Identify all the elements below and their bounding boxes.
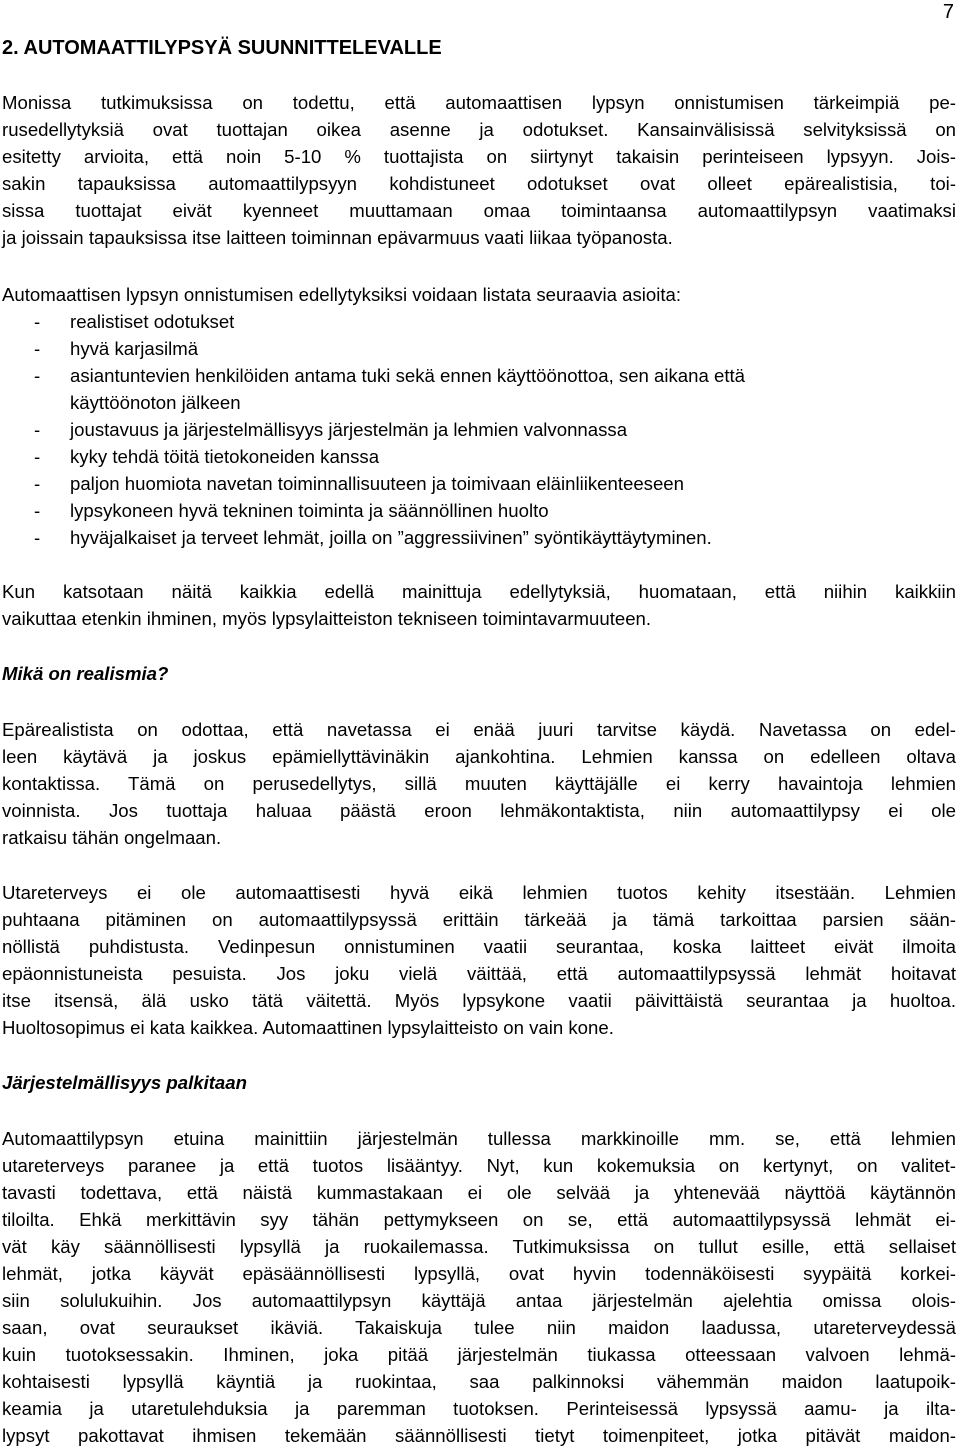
list-dash: - <box>34 419 41 440</box>
paragraph-line: keamia ja utaretulehduksia ja paremman tuotoksen. Perinteisessä lypsyssä aamu- ja ilta- <box>2 1398 956 1419</box>
paragraph-line: kuin tuotoksessakin. Ihminen, joka pitää järjestelmän tiukassa otteessaan valvoen lehmä- <box>2 1344 956 1365</box>
list-item: kyky tehdä töitä tietokoneiden kanssa <box>70 446 380 467</box>
paragraph-line: epäonnistuneista pesuista. Jos joku vielä väittää, että automaattilypsyssä lehmät hoitavat <box>2 963 956 984</box>
list-dash: - <box>34 473 41 494</box>
paragraph-line: esitetty arvioita, että noin 5-10 % tuottajista on siirtynyt takaisin perinteiseen lypsyyn. Jois- <box>2 146 956 167</box>
list-item: hyvä karjasilmä <box>70 338 199 359</box>
paragraph-line: vät käy säännöllisesti lypsyllä ja ruokailemassa. Tutkimuksissa on tullut esille, että sellaiset <box>2 1236 956 1257</box>
paragraph-line: voinnista. Jos tuottaja haluaa päästä eroon lehmäkontaktista, niin automaattilypsy ei ole <box>2 800 956 821</box>
subheading: Järjestelmällisyys palkitaan <box>2 1072 247 1093</box>
paragraph-line: sakin tapauksissa automaattilypsyyn kohdistuneet odotukset ovat olleet epärealistisia, toi- <box>2 173 956 194</box>
list-dash: - <box>34 338 41 359</box>
list-item: paljon huomiota navetan toiminnallisuuteen ja toimivaan eläinliikenteeseen <box>70 473 684 494</box>
list-item: joustavuus ja järjestelmällisyys järjestelmän ja lehmien valvonnassa <box>70 419 628 440</box>
list-item: realistiset odotukset <box>70 311 235 332</box>
list-item-continuation: käyttöönoton jälkeen <box>70 392 241 413</box>
paragraph-line: nöllistä puhdistusta. Vedinpesun onnistuminen vaatii seurantaa, koska laitteet eivät ilmoita <box>2 936 956 957</box>
paragraph-line: Utareterveys ei ole automaattisesti hyvä eikä lehmien tuotos kehity itsestään. Lehmien <box>2 882 956 903</box>
paragraph-line: kohtaisesti lypsyllä käyntiä ja ruokintaa, saa palkinnoksi vähemmän maidon laatupoik- <box>2 1371 956 1392</box>
paragraph-line: ratkaisu tähän ongelmaan. <box>2 827 222 848</box>
list-item: lypsykoneen hyvä tekninen toiminta ja säännöllinen huolto <box>70 500 549 521</box>
list-dash: - <box>34 365 41 386</box>
paragraph-line: ja joissain tapauksissa itse laitteen toiminnan epävarmuus vaati liikaa työpanosta. <box>2 227 673 248</box>
paragraph-line: Huoltosopimus ei kata kaikkea. Automaattinen lypsylaitteisto on vain kone. <box>2 1017 614 1038</box>
list-item: asiantuntevien henkilöiden antama tuki sekä ennen käyttöönottoa, sen aikana että <box>70 365 746 386</box>
paragraph-line: Kun katsotaan näitä kaikkia edellä mainittuja edellytyksiä, huomataan, että niihin kaikkiin <box>2 581 956 602</box>
paragraph-line: itse itsensä, älä usko tätä väitettä. Myös lypsykone vaatii päivittäistä seurantaa ja huoltoa. <box>2 990 956 1011</box>
paragraph-line: saan, ovat seuraukset ikäviä. Takaiskuja tulee niin maidon laadussa, utareterveydessä <box>2 1317 956 1338</box>
list-dash: - <box>34 311 41 332</box>
paragraph-line: lypsyt pakottavat ihmisen tekemään säännöllisesti tietyt toimenpiteet, jotka pitävät maidon- <box>2 1425 956 1446</box>
paragraph-line: Epärealistista on odottaa, että navetassa ei enää juuri tarvitse käydä. Navetassa on edel- <box>2 719 956 740</box>
paragraph-line: Automaattilypsyn etuina mainittiin järjestelmän tullessa markkinoille mm. se, että lehmien <box>2 1128 956 1149</box>
paragraph-line: vaikuttaa etenkin ihminen, myös lypsylaitteiston tekniseen toimintavarmuuteen. <box>2 608 652 629</box>
list-dash: - <box>34 446 41 467</box>
paragraph-line: puhtaana pitäminen on automaattilypsyssä erittäin tärkeää ja tämä tarkoittaa parsien sään- <box>2 909 956 930</box>
paragraph-line: leen käytävä ja joskus epämiellyttävinäkin ajankohtina. Lehmien kanssa on edelleen oltava <box>2 746 956 767</box>
paragraph-line: kontaktissa. Tämä on perusedellytys, sillä muuten käyttäjälle ei kerry havaintoja lehmien <box>2 773 956 794</box>
paragraph-line: rusedellytyksiä ovat tuottajan oikea asenne ja odotukset. Kansainvälisissä selvityksissä on <box>2 119 956 140</box>
paragraph-line: tavasti todettava, että näistä kummastakaan ei ole selvää ja yhtenevää näyttöä käytännön <box>2 1182 956 1203</box>
paragraph-line: Monissa tutkimuksissa on todettu, että automaattisen lypsyn onnistumisen tärkeimpiä pe- <box>2 92 956 113</box>
list-dash: - <box>34 500 41 521</box>
list-intro: Automaattisen lypsyn onnistumisen edellytyksiksi voidaan listata seuraavia asioita: <box>2 284 682 305</box>
list-item: hyväjalkaiset ja terveet lehmät, joilla on ”aggressiivinen” syöntikäyttäytyminen. <box>70 527 712 548</box>
paragraph-line: siin solulukuihin. Jos automaattilypsyn käyttäjä antaa järjestelmän ajelehtia omissa olois- <box>2 1290 956 1311</box>
paragraph-line: utareterveys paranee ja että tuotos lisääntyy. Nyt, kun kokemuksia on kertynyt, on valitet- <box>2 1155 956 1176</box>
section-heading: 2. AUTOMAATTILYPSYÄ SUUNNITTELEVALLE <box>2 37 442 59</box>
page-number: 7 <box>942 1 954 23</box>
list-dash: - <box>34 527 41 548</box>
paragraph-line: lehmät, jotka käyvät epäsäännöllisesti lypsyllä, ovat hyvin todennäköisesti syypäitä korkei- <box>2 1263 956 1284</box>
paragraph-line: sissa tuottajat eivät kyenneet muuttamaan omaa toimintaansa automaattilypsyn vaatimaksi <box>2 200 956 221</box>
subheading: Mikä on realismia? <box>2 663 169 684</box>
paragraph-line: tiloilta. Ehkä merkittävin syy tähän pettymykseen on se, että automaattilypsyssä lehmät ei- <box>2 1209 956 1230</box>
